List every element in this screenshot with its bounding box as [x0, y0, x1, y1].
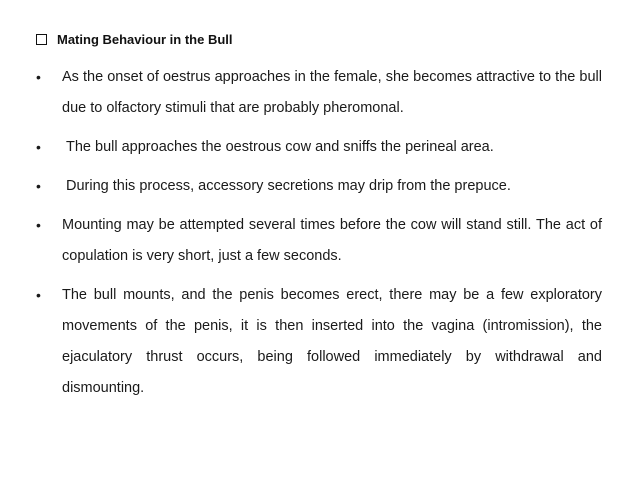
bullet-text: As the onset of oestrus approaches in the female, she becomes attractive to the bull due to olfactory stimuli that are probably pheromonal.: [62, 69, 602, 116]
list-item: [36, 132, 602, 163]
bullet-text: During this process, accessory secretions may drip from the prepuce.: [66, 178, 511, 194]
bullet-icon: •: [36, 217, 41, 233]
list-item: [36, 210, 602, 272]
bullet-list: [36, 62, 602, 412]
heading-text: Mating Behaviour in the Bull: [57, 32, 233, 47]
bullet-text: The bull approaches the oestrous cow and sniffs the perineal area.: [66, 139, 494, 155]
bullet-icon: •: [36, 287, 41, 303]
slide-heading: [36, 32, 233, 47]
bullet-icon: •: [36, 69, 41, 85]
list-item: [36, 62, 602, 124]
bullet-text: The bull mounts, and the penis becomes erect, there may be a few exploratory movements of the penis, it is then inserted into the vagina (intromission), the ejaculatory thrust occurs, being followed immediately by withdrawal and dismounting.: [62, 287, 602, 396]
bullet-icon: •: [36, 178, 41, 194]
list-item: [36, 280, 602, 404]
bullet-text: Mounting may be attempted several times before the cow will stand still. The act of copulation is very short, just a few seconds.: [62, 217, 602, 264]
checkbox-icon: [36, 34, 47, 45]
bullet-icon: •: [36, 139, 41, 155]
list-item: [36, 171, 602, 202]
